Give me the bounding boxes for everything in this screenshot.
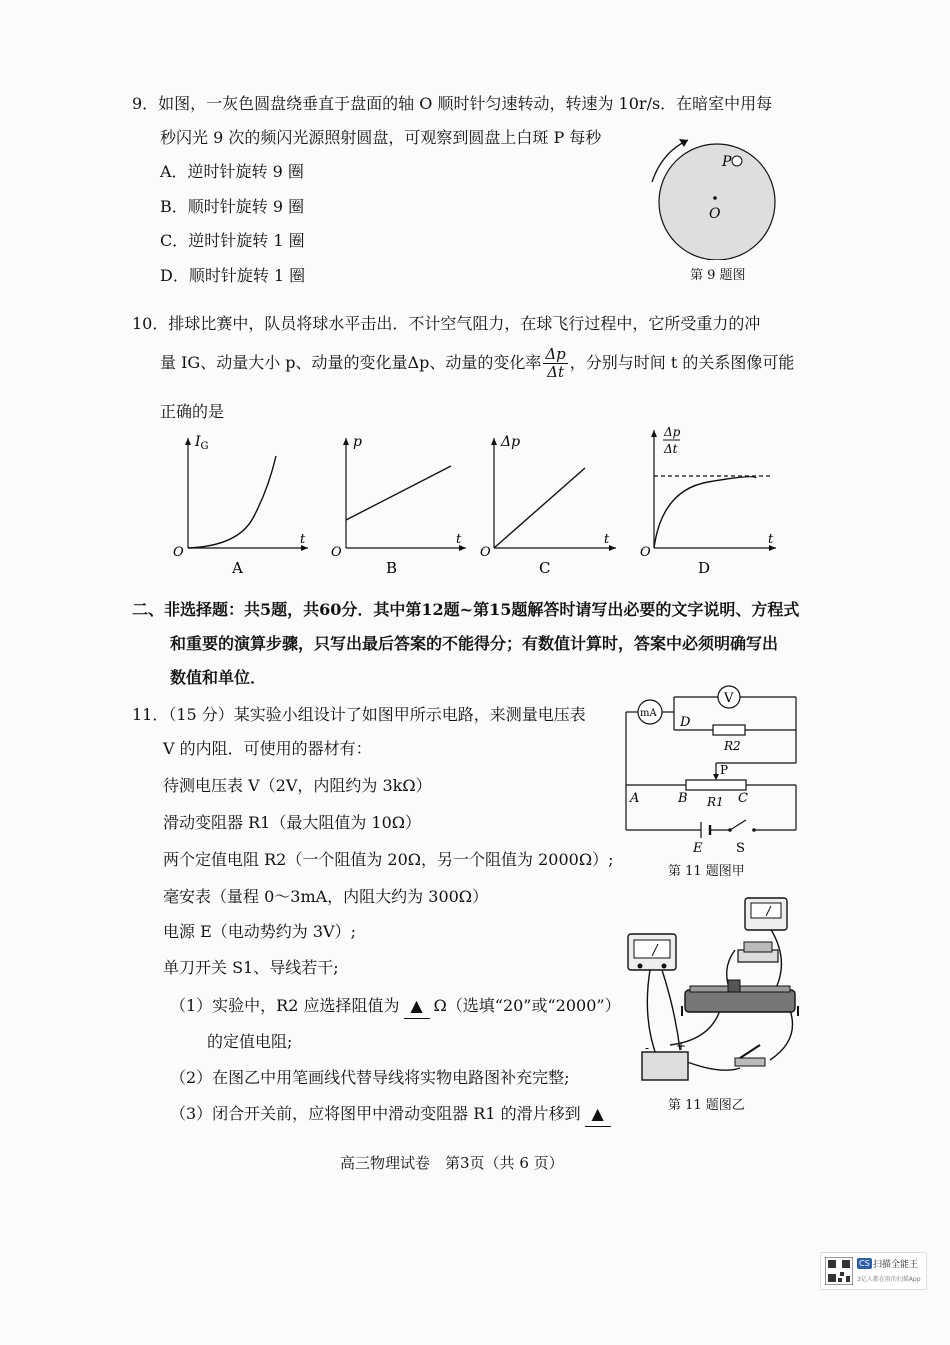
q11-line2: V 的内阻．可使用的器材有：	[163, 739, 372, 758]
graph-b-ylabel: p	[353, 434, 362, 450]
q11-sub3-blank[interactable]: ▲	[585, 1102, 611, 1127]
q9-disc-figure	[640, 130, 790, 260]
resistor-r2-symbol	[713, 725, 745, 735]
q9-stem-line2: 秒闪光 9 次的频闪光源照射圆盘，可观察到圆盘上白斑 P 每秒	[160, 128, 602, 147]
section2-line1: 二、非选择题：共5题，共60分．其中第12题~第15题解答时请写出必要的文字说明、方程式	[132, 600, 800, 619]
graph-d-option: D	[698, 559, 711, 577]
label-p: P	[722, 154, 732, 170]
badge-logo: CS	[859, 1259, 870, 1268]
q11-sub2: （2）在图乙中用笔画线代替导线将实物电路图补充完整;	[170, 1068, 570, 1087]
graph-c-ylabel: Δp	[501, 434, 521, 450]
milliammeter-device	[628, 934, 676, 970]
white-spot-p	[732, 156, 742, 166]
slider-arrow-icon	[713, 774, 719, 780]
q9-option-c: C．逆时针旋转 1 圈	[160, 231, 305, 250]
q11-item-resistors: 两个定值电阻 R2（一个阻值为 20Ω，另一个阻值为 2000Ω）;	[163, 850, 614, 869]
q11-fig2-caption: 第 11 题图乙	[668, 1098, 745, 1113]
graph-a-origin: O	[173, 545, 184, 560]
graph-d-xlabel: t	[768, 532, 774, 547]
battery-plus-sign: +	[676, 1039, 687, 1053]
graph-d-origin: O	[640, 545, 651, 560]
graph-d-ylabel-num: Δp	[664, 425, 681, 439]
q11-item-voltmeter: 待测电压表 V（2V，内阻约为 3kΩ）	[163, 776, 432, 795]
resistor-r2-device	[738, 942, 778, 962]
battery-minus-sign: -	[645, 1041, 650, 1055]
y-arrow-icon	[185, 438, 191, 445]
rheostat-r1-symbol	[686, 780, 746, 790]
voltmeter-device	[745, 898, 787, 930]
y-arrow-icon	[491, 438, 497, 445]
q11-sub3	[170, 1102, 611, 1127]
q9-option-a: A．逆时针旋转 9 圈	[160, 162, 304, 181]
switch-device	[735, 1045, 765, 1066]
graph-b-xlabel: t	[456, 532, 462, 547]
graph-b	[326, 428, 476, 584]
graph-c-option: C	[539, 559, 551, 577]
label-c: C	[738, 791, 748, 806]
label-o: O	[709, 206, 721, 222]
scanner-watermark-badge	[820, 1252, 927, 1290]
graph-a	[168, 428, 318, 584]
q11-sub3-text: （3）闭合开关前，应将图甲中滑动变阻器 R1 的滑片移到	[170, 1104, 581, 1123]
graph-a-option: A	[232, 559, 243, 577]
q10-line2-text-b: ，分别与时间 t 的关系图像可能	[569, 353, 795, 372]
label-r2: R2	[724, 739, 741, 753]
q11-sub1-line1	[170, 994, 621, 1019]
q9-option-d: D．顺时针旋转 1 圈	[160, 266, 306, 285]
q10-line3: 正确的是	[160, 402, 225, 421]
q11-item-source: 电源 E（电动势约为 3V）;	[163, 922, 356, 941]
q11-circuit-diagram	[618, 680, 808, 855]
q9-stem-line1: 9．如图，一灰色圆盘绕垂直于盘面的轴 O 顺时针匀速转动，转速为 10r/s．在暗室中用每	[132, 94, 773, 113]
q10-fraction	[543, 346, 567, 381]
label-b: B	[678, 791, 688, 806]
section2-line2: 和重要的演算步骤，只写出最后答案的不能得分；有数值计算时，答案中必须明确写出	[170, 634, 779, 653]
rheostat-device	[682, 980, 798, 1016]
q11-fig1-caption: 第 11 题图甲	[668, 864, 745, 879]
q10-line1: 10．排球比赛中，队员将球水平击出．不计空气阻力，在球飞行过程中，它所受重力的冲	[132, 314, 761, 333]
y-arrow-icon	[343, 438, 349, 445]
q9-option-b: B．顺时针旋转 9 圈	[160, 197, 305, 216]
q11-sub1-hint: Ω（选填“20”或“2000”）	[433, 996, 621, 1015]
graph-a-curve	[188, 456, 276, 548]
axis-point	[713, 196, 717, 200]
q11-sub1-blank[interactable]: ▲	[404, 994, 430, 1019]
graph-c-line	[494, 468, 585, 548]
graph-d-curve	[654, 477, 756, 548]
y-arrow-icon	[651, 430, 657, 437]
graph-b-origin: O	[331, 545, 342, 560]
label-p: P	[720, 763, 729, 777]
label-ma: mA	[640, 708, 657, 719]
qr-code-icon	[825, 1257, 853, 1285]
graph-a-xlabel: t	[300, 532, 306, 547]
badge-title: 扫描全能王	[873, 1260, 919, 1270]
arrow-head-icon	[679, 139, 688, 147]
graph-b-option: B	[386, 559, 398, 577]
q11-line1: 11．（15 分）某实验小组设计了如图甲所示电路，来测量电压表	[132, 705, 586, 724]
graph-c	[480, 428, 630, 584]
q11-item-rheostat: 滑动变阻器 R1（最大阻值为 10Ω）	[163, 813, 422, 832]
section2-line3: 数值和单位．	[170, 668, 267, 687]
graph-c-origin: O	[480, 545, 491, 560]
page-footer: 高三物理试卷 第3页（共 6 页）	[340, 1154, 564, 1172]
q11-item-switch: 单刀开关 S1、导线若干;	[163, 958, 339, 977]
q11-sub1-text: （1）实验中，R2 应选择阻值为	[170, 996, 400, 1015]
q11-physical-circuit	[620, 890, 820, 1090]
x-arrow-icon	[609, 545, 616, 551]
graph-b-line	[346, 466, 451, 520]
q10-line2	[160, 346, 794, 381]
q9-figure-caption: 第 9 题图	[690, 268, 746, 283]
label-d: D	[680, 715, 691, 730]
q11-item-milliammeter: 毫安表（量程 0～3mA，内阻大约为 300Ω）	[163, 887, 489, 906]
fraction-numerator: Δp	[545, 345, 566, 363]
label-r1: R1	[707, 795, 724, 809]
gray-disc	[659, 144, 775, 260]
q11-sub1-line2: 的定值电阻;	[207, 1032, 293, 1051]
graph-d-ylabel-den: Δt	[664, 442, 678, 456]
label-s: S	[736, 841, 745, 855]
label-v: V	[724, 691, 734, 706]
label-a: A	[630, 791, 640, 806]
fraction-denominator: Δt	[547, 363, 564, 381]
q10-line2-text-a: 量 IG、动量大小 p、动量的变化量Δp、动量的变化率	[160, 353, 542, 372]
badge-subtitle: 3亿人都在用的扫描App	[857, 1276, 921, 1283]
graph-c-xlabel: t	[604, 532, 610, 547]
label-e: E	[693, 841, 703, 855]
graph-a-ylabel: $I_G$	[195, 434, 209, 452]
battery-device	[642, 1039, 688, 1080]
graph-d	[638, 420, 788, 584]
